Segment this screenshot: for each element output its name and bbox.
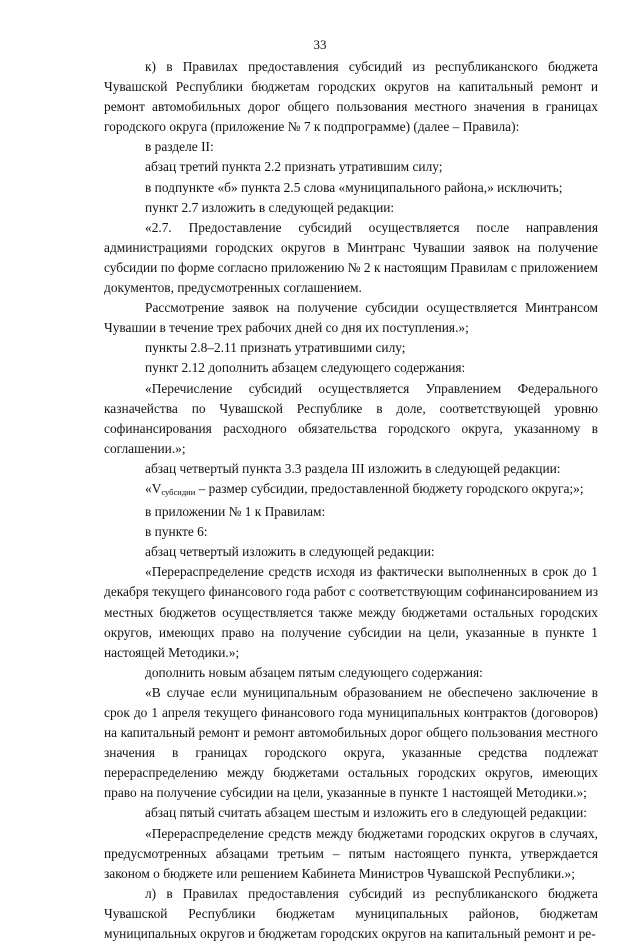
paragraph: абзац третий пункта 2.2 признать утратившим силу;	[145, 159, 443, 175]
paragraph: пункт 2.12 дополнить абзацем следующего содержания:	[145, 360, 466, 376]
document-body	[104, 57, 598, 944]
paragraph: абзац пятый считать абзацем шестым и изложить его в следующей редакции:	[145, 805, 587, 821]
formula-definition: – размер субсидии, предоставленной бюджету городского округа;»;	[195, 480, 584, 496]
paragraph: в пункте 6:	[145, 524, 208, 540]
paragraph: «Перераспределение средств исходя из фактически выполненных в срок до 1 декабря текущего финансового года работ с соответствующим софинансированием из местных бюджетов осуществляется также между бюджетами остальных городских округов, имеющих право на получение субсидии на цели, указанные в пункте 1 настоящей Методики.»;	[104, 564, 598, 660]
paragraph: «В случае если муниципальным образованием не обеспечено заключение в срок до 1 апреля текущего финансового года муниципальных контрактов (договоров) на капитальный ремонт и ремонт автомобильных дорог общего пользования местного значения в границах городского округа, указанные средства подлежат перераспределению между бюджетами остальных городских округов, имеющих право на получение субсидии на цели, указанные в пункте 1 настоящей Методики.»;	[104, 684, 598, 801]
formula-paragraph	[104, 479, 598, 502]
formula-symbol: «V	[145, 480, 162, 496]
paragraph: к) в Правилах предоставления субсидий из республиканского бюджета Чувашской Республики бюджетам городских округов на капитальный ремонт и ремонт автомобильных дорог общего пользования местного значения в границах городского округа (приложение № 7 к подпрограмме) (далее – Правила):	[104, 59, 598, 135]
paragraph: в подпункте «б» пункта 2.5 слова «муниципального района,» исключить;	[145, 179, 563, 195]
paragraph: дополнить новым абзацем пятым следующего содержания:	[145, 664, 483, 680]
paragraph: «2.7. Предоставление субсидий осуществляется после направления администрациями городских округов в Минтранс Чувашии заявок на получение субсидии по форме согласно приложению № 2 к настоящим Правилам с приложением документов, предусмотренных соглашением.	[104, 219, 598, 296]
paragraph: пункт 2.7 изложить в следующей редакции:	[145, 199, 395, 215]
paragraph: пункты 2.8–2.11 признать утратившими силу;	[145, 340, 406, 356]
paragraph: в разделе II:	[145, 139, 214, 155]
page-number: 33	[313, 37, 327, 52]
paragraph: «Перечисление субсидий осуществляется Управлением Федерального казначейства по Чувашской Республике в доле, соответствующей уровню софинансирования расходного обязательства городского округа, указанному в соглашении.»;	[104, 380, 598, 456]
paragraph: абзац четвертый изложить в следующей редакции:	[145, 544, 435, 560]
paragraph: абзац четвертый пункта 3.3 раздела III изложить в следующей редакции:	[145, 460, 561, 476]
paragraph: в приложении № 1 к Правилам:	[145, 504, 326, 520]
formula-subscript: субсидии	[161, 486, 196, 497]
paragraph: л) в Правилах предоставления субсидий из республиканского бюджета Чувашской Республики бюджетам муниципальных районов, бюджетам муниципальных округов и бюджетам городских округов на капитальный ремонт и ре-	[104, 885, 598, 942]
paragraph: Рассмотрение заявок на получение субсидии осуществляется Минтрансом Чувашии в течение трех рабочих дней со дня их поступления.»;	[104, 300, 598, 336]
paragraph: «Перераспределение средств между бюджетами городских округов в случаях, предусмотренных абзацами третьим – пятым настоящего пункта, утверждается законом о бюджете или решением Кабинета Министров Чувашской Республики.»;	[104, 825, 598, 881]
